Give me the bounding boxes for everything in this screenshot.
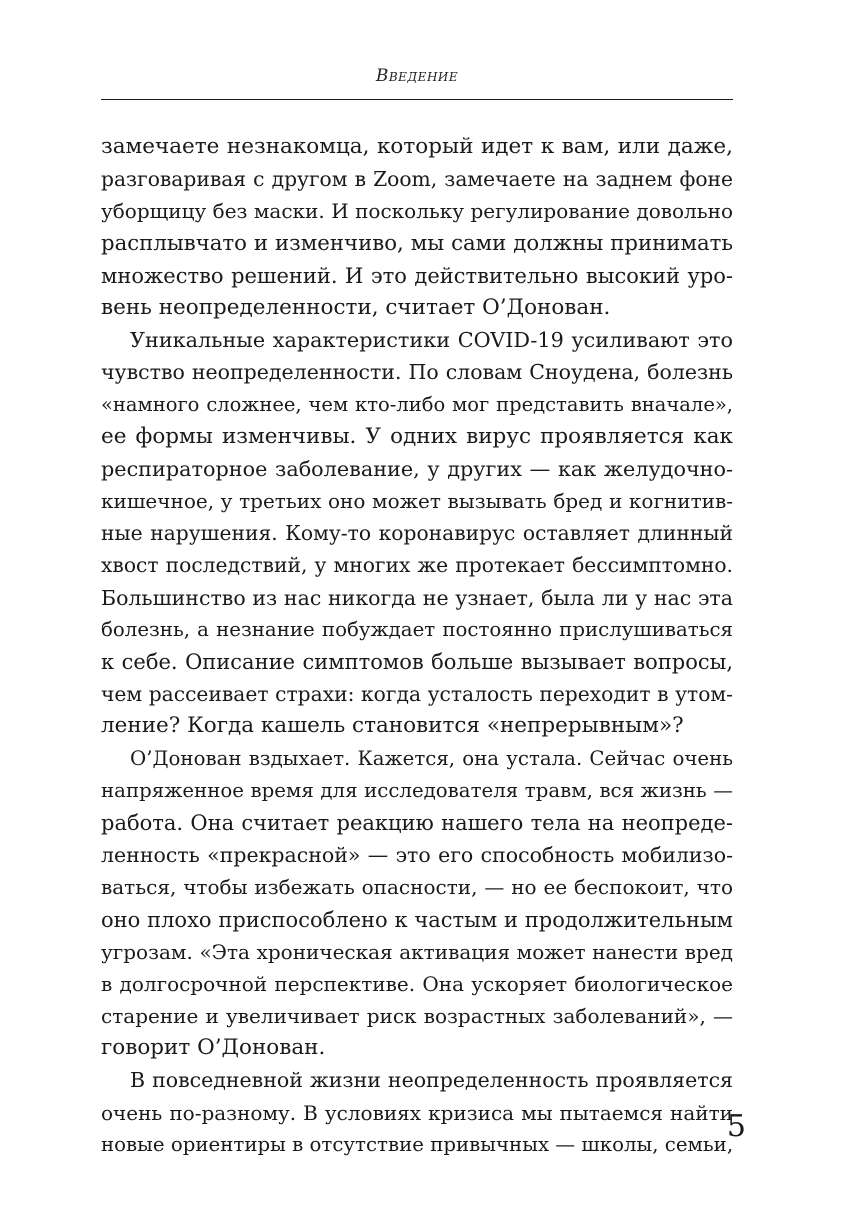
text-line: ее формы изменчивы. У одних вирус проявляется как: [101, 423, 733, 449]
text-line: кишечное, у третьих оно может вызывать бред и когнитив-: [101, 489, 733, 514]
text-line: чувство неопределенности. По словам Сноудена, болезнь: [101, 360, 733, 385]
text-line: «намного сложнее, чем кто-либо мог представить вначале»,: [101, 392, 733, 416]
text-line: расплывчато и изменчиво, мы сами должны принимать: [101, 230, 733, 256]
header-divider: [101, 99, 733, 100]
text-line: разговаривая с другом в Zoom, замечаете на заднем фоне: [101, 167, 733, 192]
text-line: ваться, чтобы избежать опасности, — но ее беспокоит, что: [101, 875, 733, 900]
body-text: [101, 131, 733, 1161]
text-line: хвост последствий, у многих же протекает бессимптомно.: [101, 553, 733, 578]
text-line: ленность «прекрасной» — это его способность мобилизо-: [101, 843, 733, 868]
text-line: угрозам. «Эта хроническая активация может нанести вред: [101, 939, 733, 964]
text-line: напряженное время для исследователя травм, вся жизнь —: [101, 778, 733, 802]
text-line: очень по-разному. В условиях кризиса мы пытаемся найти: [101, 1100, 733, 1125]
text-line: болезнь, а незнание побуждает постоянно прислушиваться: [101, 617, 733, 641]
text-line: новые ориентиры в отсутствие привычных — школы, семьи,: [101, 1132, 734, 1156]
text-line: к себе. Описание симптомов больше вызывает вопросы,: [101, 650, 733, 674]
page-number: 5: [726, 1109, 746, 1144]
text-line: старение и увеличивает риск возрастных заболеваний», —: [101, 1004, 733, 1029]
text-line: множество решений. И это действительно высокий уро-: [101, 263, 733, 288]
text-line: говорит О’Донован.: [101, 1035, 326, 1061]
text-line: ление? Когда кашель становится «непрерывным»?: [101, 713, 684, 739]
text-line: чем рассеивает страхи: когда усталость переходит в утом-: [101, 682, 733, 707]
text-line: О’Донован вздыхает. Кажется, она устала. Сейчас очень: [130, 746, 733, 770]
text-line: оно плохо приспособлено к частым и продолжительным: [101, 907, 733, 932]
text-line: ные нарушения. Кому-то коронавирус оставляет длинный: [101, 521, 733, 546]
text-line: работа. Она считает реакцию нашего тела на неопреде-: [101, 810, 733, 835]
text-line: Большинство из нас никогда не узнает, была ли у нас эта: [101, 585, 733, 610]
text-line: уборщицу без маски. И поскольку регулирование довольно: [101, 199, 733, 224]
text-line: Уникальные характеристики COVID-19 усиливают это: [130, 328, 733, 353]
text-line: в долгосрочной перспективе. Она ускоряет биологическое: [101, 971, 733, 996]
running-head: Введение: [375, 66, 459, 86]
text-line: В повседневной жизни неопределенность проявляется: [130, 1068, 733, 1093]
text-line: замечаете незнакомца, который идет к вам, или даже,: [101, 134, 733, 159]
text-line: респираторное заболевание, у других — как желудочно-: [101, 456, 733, 481]
text-line: вень неопределенности, считает О’Донован.: [101, 294, 611, 320]
